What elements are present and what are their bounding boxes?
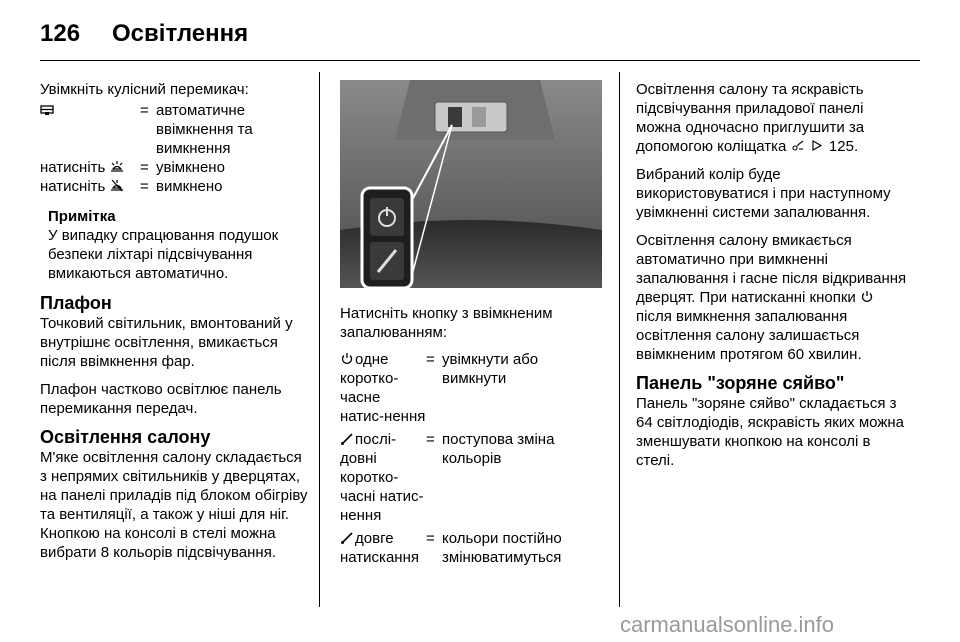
dimmer-wheel-icon bbox=[791, 139, 805, 152]
note-text: У випадку спрацювання подушок безпеки ліхтарі підсвічування вмикаються автоматично. bbox=[48, 227, 279, 282]
color-brush-icon bbox=[340, 531, 354, 544]
button-row-successive-press: послі-довні коротко-часні натис-нення = поступова зміна кольорів bbox=[340, 431, 555, 524]
page-number: 126 bbox=[40, 20, 81, 47]
header-rule bbox=[40, 60, 920, 61]
note-box bbox=[40, 207, 312, 283]
button-row-long-press: довге натискання = кольори постійно змінюватимуться bbox=[340, 530, 562, 566]
page-title: Освітлення bbox=[112, 20, 249, 47]
watermark: carmanualsonline.info bbox=[620, 612, 835, 637]
power-icon bbox=[860, 290, 874, 303]
color-brush-icon bbox=[340, 432, 354, 445]
lamp-on-icon bbox=[110, 160, 124, 173]
door-lamp-auto-icon bbox=[40, 103, 54, 116]
heading-interior-lighting: Освітлення салону bbox=[40, 427, 211, 447]
note-title: Примітка bbox=[48, 208, 116, 225]
console-photo bbox=[340, 80, 602, 288]
starlight-panel-paragraph: Панель "зоряне сяйво" складається з 64 світлодіодів, яскравість яких можна зменшувати кнопкою на консолі в стелі. bbox=[636, 395, 905, 469]
plafon-paragraph-2: Плафон частково освітлює панель перемикання передач. bbox=[40, 381, 282, 417]
power-icon bbox=[340, 352, 354, 365]
column-rule-left bbox=[319, 72, 320, 607]
switch-intro: Увімкніть кулісний перемикач: bbox=[40, 81, 249, 98]
dimming-paragraph: Освітлення салону та яскравість підсвічування приладової панелі можна одночасно приглушити за допомогою коліщатка 125. bbox=[636, 81, 865, 155]
button-intro: Натисніть кнопку з ввімкненим запалюванням: bbox=[340, 305, 553, 341]
switch-row-off: натисніть = вимкнено bbox=[40, 178, 223, 195]
switch-row-on: натисніть = увімкнено bbox=[40, 159, 225, 176]
lamp-off-icon bbox=[110, 179, 124, 192]
right-column bbox=[636, 80, 908, 479]
heading-starlight-panel: Панель "зоряне сяйво" bbox=[636, 373, 845, 393]
button-row-short-press: одне коротко-часне натис-нення = увімкнути або вимкнути bbox=[340, 351, 539, 425]
button-instructions bbox=[340, 304, 602, 567]
column-rule-right bbox=[619, 72, 620, 607]
heading-plafon: Плафон bbox=[40, 293, 112, 313]
page-reference-icon bbox=[810, 139, 824, 152]
interior-lighting-paragraph: М'яке освітлення салону складається з непрямих світильників у дверцятах, на панелі приладів під блоком обігріву та вентиляції, а також у ніші для ніг. Кнопкою на консолі в стелі можна вибрати 8 кольорів підсвічування. bbox=[40, 449, 308, 561]
color-memory-paragraph: Вибраний колір буде використовуватися і при наступному увімкненні системи запалювання. bbox=[636, 166, 891, 221]
middle-column bbox=[340, 80, 602, 567]
left-column bbox=[40, 80, 312, 571]
plafon-paragraph-1: Точковий світильник, вмонтований у внутрішнє освітлення, вмикається після ввімкнення фар. bbox=[40, 315, 293, 370]
switch-row-auto: = автоматичне ввімкнення та вимкнення bbox=[40, 101, 312, 158]
auto-lighting-paragraph: Освітлення салону вмикається автоматично при вимкненні запалювання і гасне після відкривання дверцят. При натисканні кнопки після вимкнення запалювання освітлення салону залишається ввімкненим протягом 60 хвилин. bbox=[636, 232, 907, 363]
